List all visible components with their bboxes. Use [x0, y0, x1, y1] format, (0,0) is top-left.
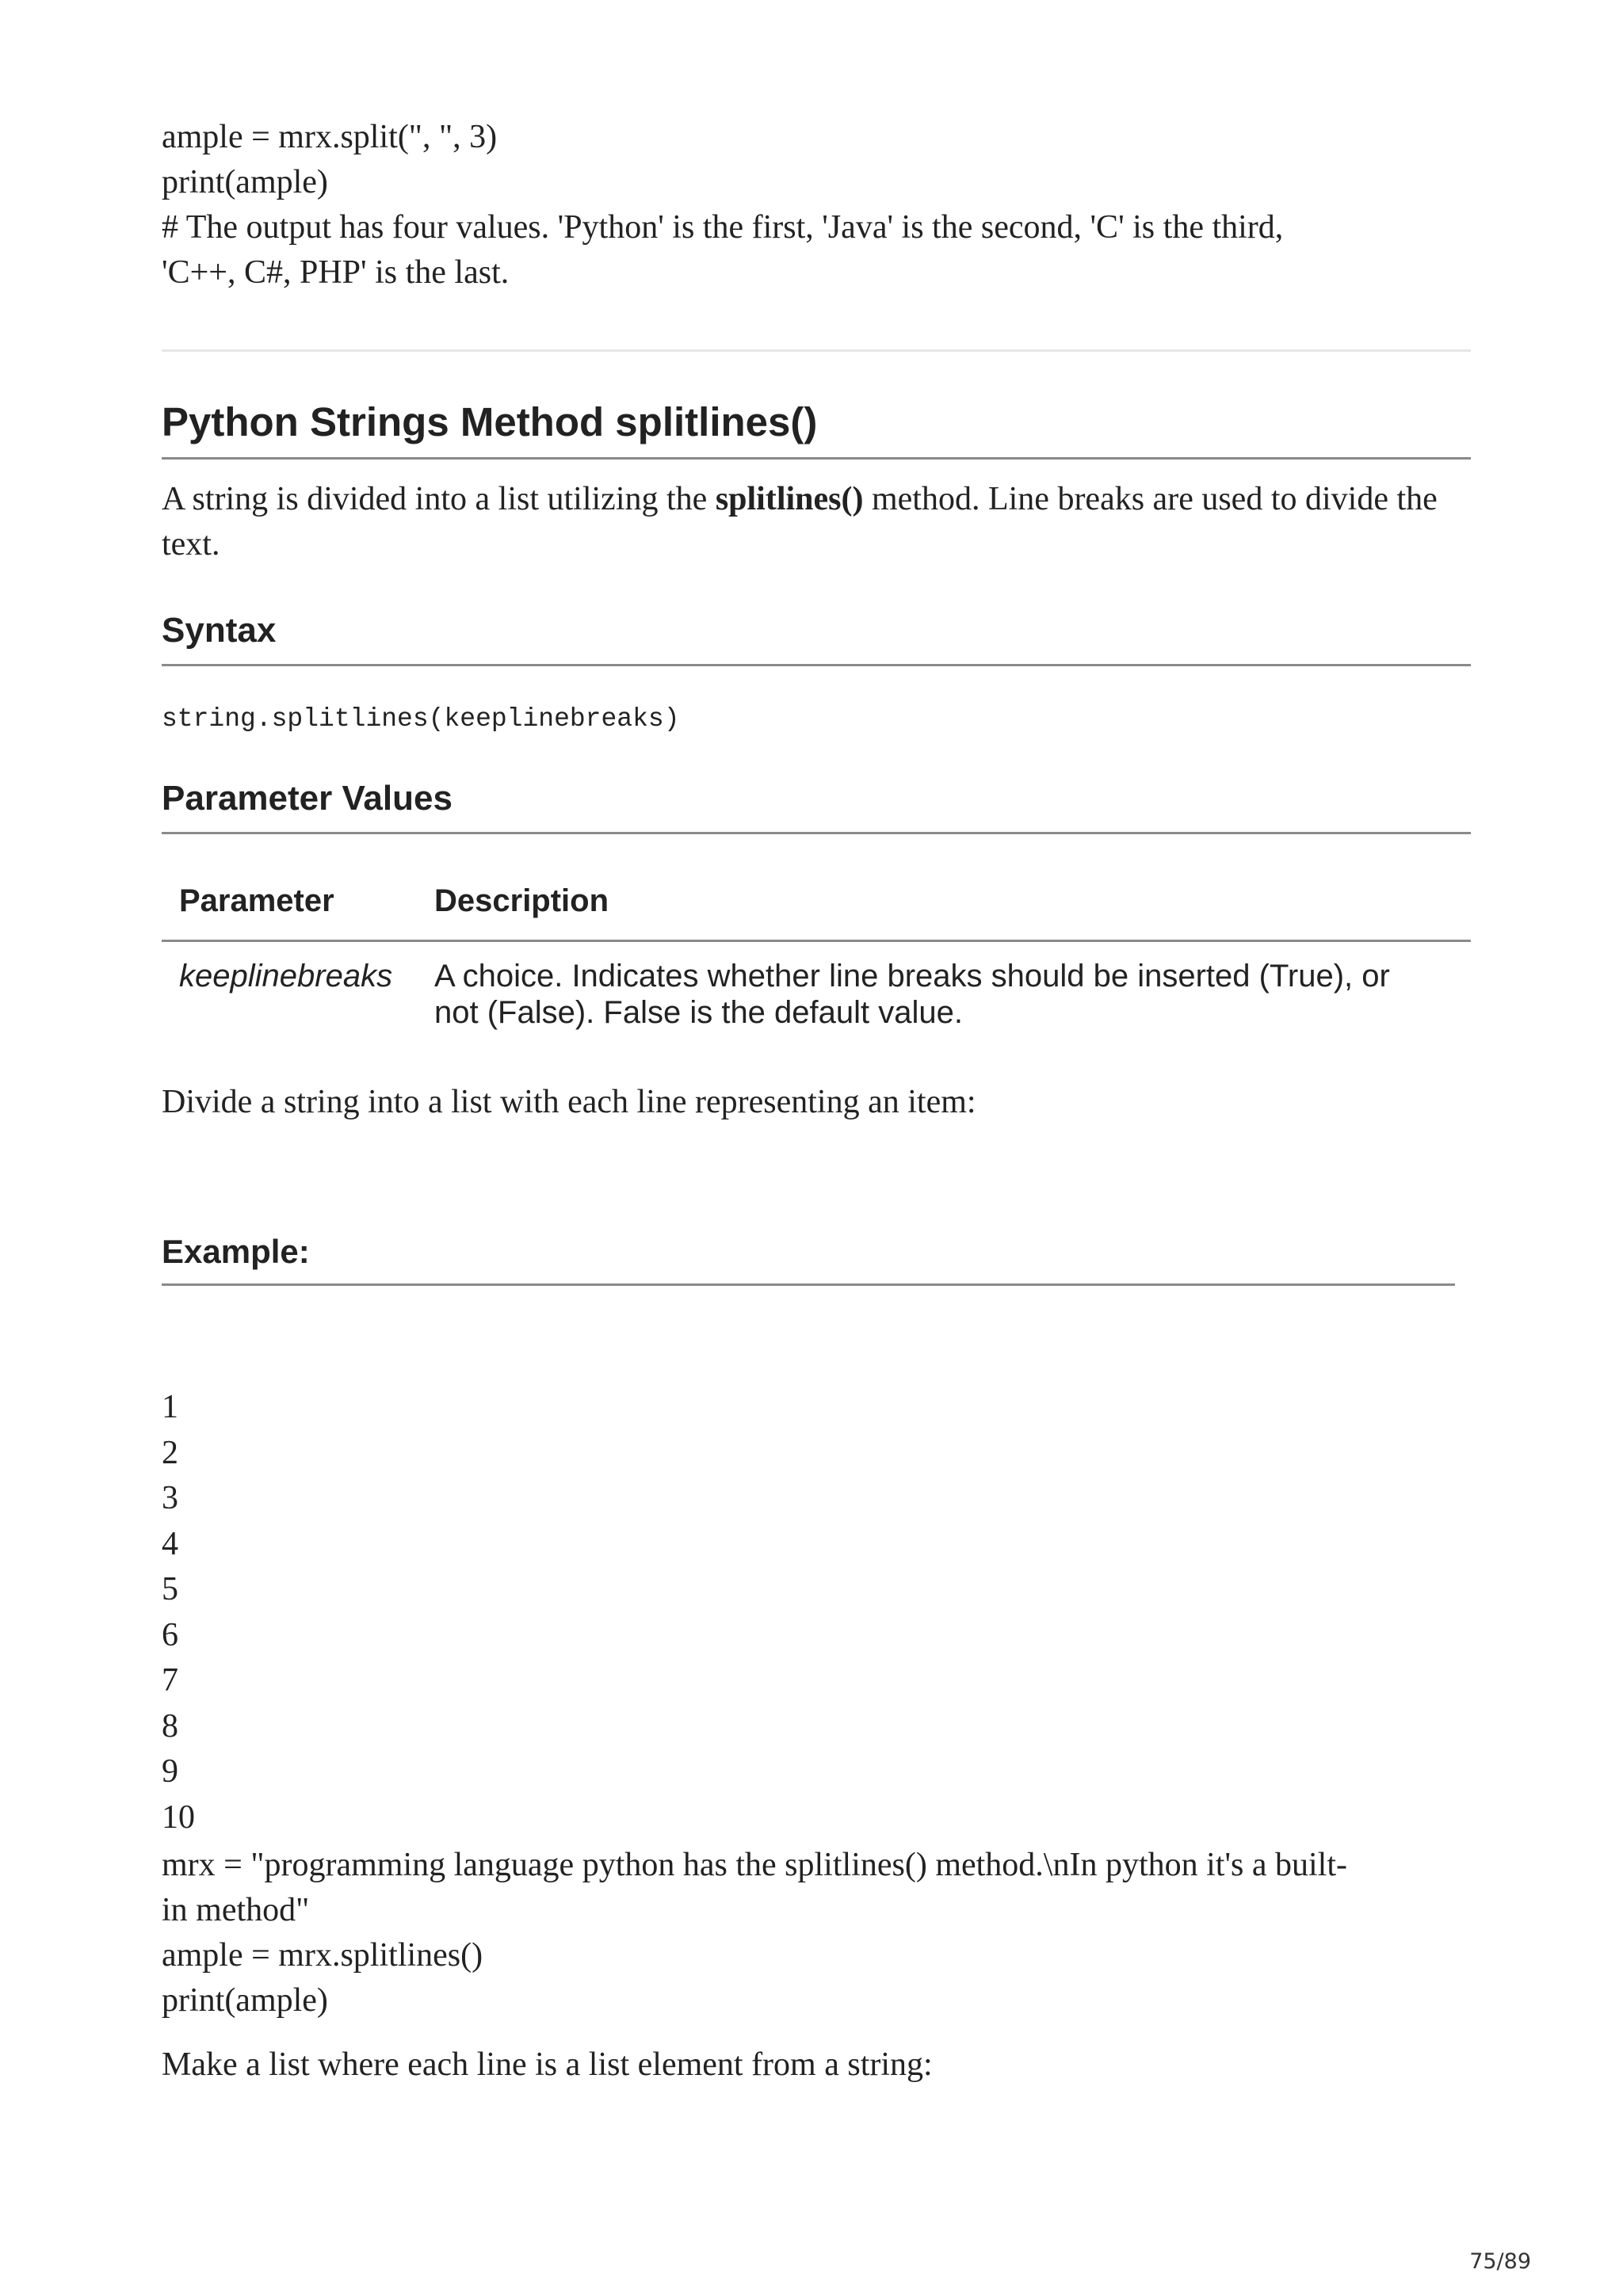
example-code	[162, 1843, 1471, 2023]
instruction-text: Divide a string into a list with each line representing an item:	[162, 1084, 976, 1120]
line-number: 3	[162, 1480, 178, 1516]
line-numbers	[162, 1385, 195, 1840]
line-number: 1	[162, 1389, 178, 1425]
section-divider	[162, 349, 1471, 352]
line-number: 2	[162, 1434, 178, 1471]
page-number: 75/89	[1469, 2249, 1531, 2274]
example-heading: Example:	[162, 1233, 310, 1270]
description-text: method. Line breaks are used to divide the text.	[162, 481, 1438, 563]
intro-line: print(ample)	[162, 164, 328, 200]
parameter-table	[162, 857, 1471, 1037]
code-line: mrx = "programming language python has the splitlines() method.\nIn python it's a built-	[162, 1847, 1348, 1883]
method-name: splitlines()	[715, 481, 864, 517]
intro-line: ample = mrx.split(", ", 3)	[162, 119, 498, 155]
intro-code-block	[162, 115, 1471, 296]
parameter-description-line: A choice. Indicates whether line breaks should be inserted (True), or	[434, 959, 1390, 994]
description-text: A string is divided into a list utilizing the	[162, 481, 716, 517]
column-header-description: Description	[434, 883, 609, 918]
table-header	[162, 857, 1471, 942]
line-number: 8	[162, 1707, 178, 1745]
code-line: ample = mrx.splitlines()	[162, 1937, 483, 1974]
example-divider	[162, 1283, 1455, 1286]
syntax-code: string.splitlines(keeplinebreaks)	[162, 704, 680, 734]
syntax-heading: Syntax	[162, 608, 1471, 666]
code-line: print(ample)	[162, 1982, 328, 2019]
parameter-name: keeplinebreaks	[179, 959, 393, 994]
line-number: 4	[162, 1525, 178, 1562]
parameter-description	[434, 958, 1457, 1031]
line-number: 5	[162, 1571, 178, 1608]
table-row	[162, 942, 1471, 1037]
intro-line: # The output has four values. 'Python' is the first, 'Java' is the second, 'C' is the third,	[162, 209, 1284, 246]
parameter-values-heading: Parameter Values	[162, 776, 1471, 834]
line-number: 7	[162, 1662, 178, 1699]
intro-line: 'C++, C#, PHP' is the last.	[162, 254, 510, 291]
section-title: Python Strings Method splitlines()	[162, 398, 1471, 460]
code-line: in method"	[162, 1892, 310, 1928]
parameter-description-line: not (False). False is the default value.	[434, 995, 963, 1030]
instruction-text: Make a list where each line is a list element from a string:	[162, 2046, 933, 2083]
section-description	[162, 477, 1471, 567]
line-number: 10	[162, 1798, 195, 1836]
line-number: 6	[162, 1616, 178, 1653]
column-header-parameter: Parameter	[179, 883, 334, 918]
line-number: 9	[162, 1753, 178, 1790]
